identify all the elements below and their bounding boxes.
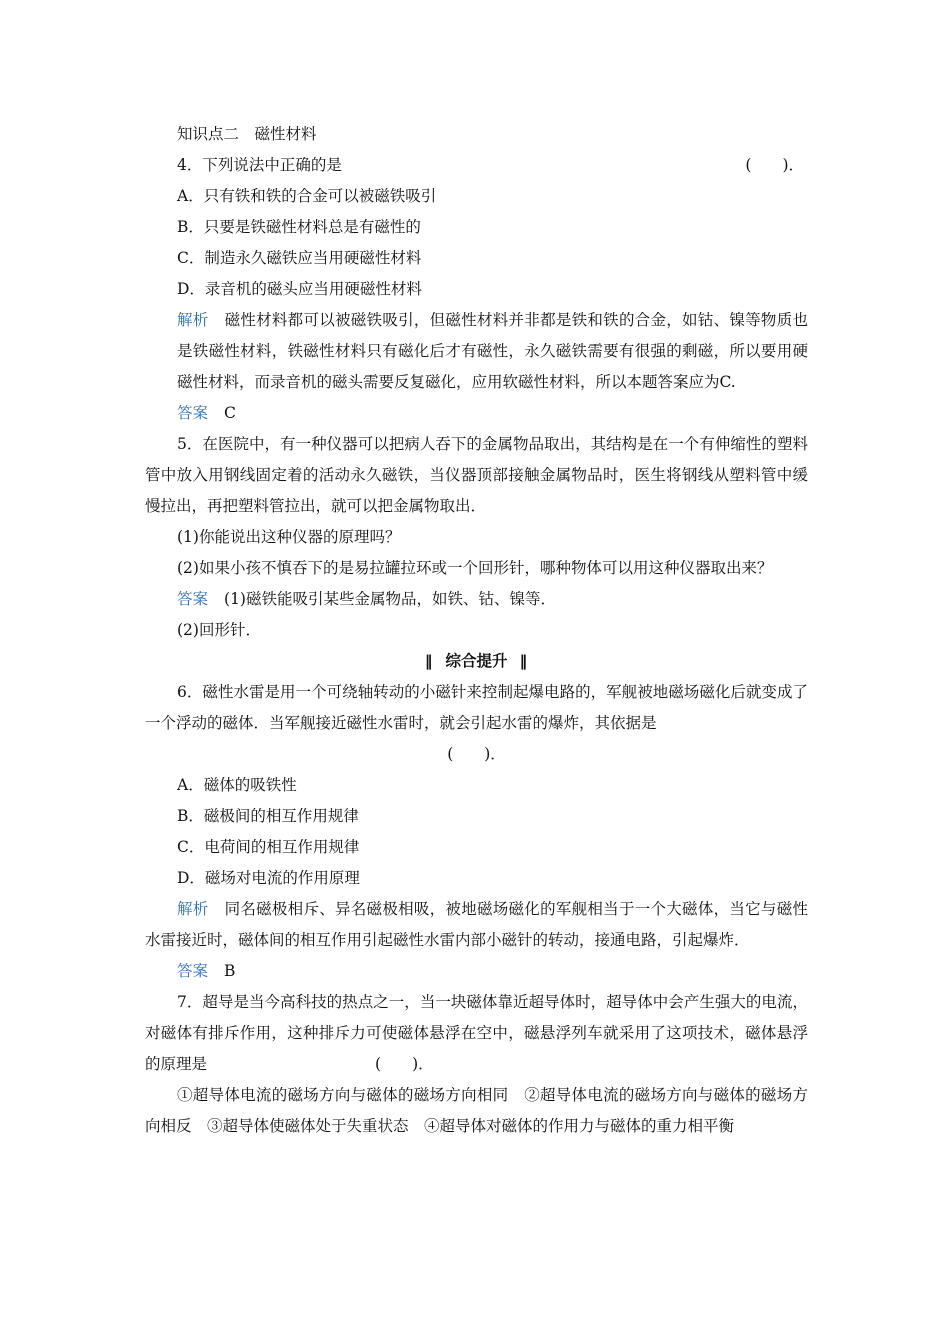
q6-option-b: B．磁极间的相互作用规律 <box>177 807 359 825</box>
q6-answer-label: 答案 <box>177 962 209 980</box>
q4-stem: 4．下列说法中正确的是 <box>177 156 342 174</box>
q7-stem-text: 7．超导是当今高科技的热点之一，当一块磁体靠近超导体时，超导体中会产生强大的电流，对磁体有排斥作用，这种排斥力可使磁体悬浮在空中，磁悬浮列车就采用了这项技术，磁体悬浮的原理是 <box>145 993 808 1073</box>
q6-analysis-label: 解析 <box>177 900 209 918</box>
section-heading: 知识点二 磁性材料 <box>177 125 317 143</box>
q6-option-c: C．电荷间的相互作用规律 <box>177 838 360 856</box>
q4-analysis <box>145 305 808 398</box>
q6-option-d: D．磁场对电流的作用原理 <box>177 869 360 887</box>
q5-sub1: (1)你能说出这种仪器的原理吗？ <box>177 528 401 546</box>
q6-analysis-text: 同名磁极相斥、异名磁极相吸，被地磁场磁化的军舰相当于一个大磁体，当它与磁性水雷接近时，磁体间的相互作用引起磁性水雷内部小磁针的转动，接通电路，引起爆炸． <box>145 900 808 949</box>
q6-option-a: A．磁体的吸铁性 <box>177 776 297 794</box>
section-banner <box>145 646 808 677</box>
document-page <box>145 119 808 1142</box>
q6-answer-value: B <box>224 962 236 980</box>
q4-option-b: B．只要是铁磁性材料总是有磁性的 <box>177 218 421 236</box>
section-bar-left: ‖ <box>424 652 434 670</box>
q6-answer <box>145 956 808 987</box>
q5-answer <box>145 584 808 615</box>
q6-analysis <box>145 894 808 956</box>
section-title: 综合提升 <box>445 652 508 670</box>
q7-statements: ①超导体电流的磁场方向与磁体的磁场方向相同 ②超导体电流的磁场方向与磁体的磁场方向相反 ③超导体使磁体处于失重状态 ④超导体对磁体的作用力与磁体的重力相平衡 <box>145 1086 808 1135</box>
q6-bracket: ( )． <box>447 745 506 763</box>
q4-option-d: D．录音机的磁头应当用硬磁性材料 <box>177 280 422 298</box>
q5-stem: 5．在医院中，有一种仪器可以把病人吞下的金属物品取出，其结构是在一个有伸缩性的塑料管中放入用钢线固定着的活动永久磁铁，当仪器顶部接触金属物品时，医生将钢线从塑料管中缓慢拉出，再把塑料管拉出，就可以把金属物取出． <box>145 435 808 515</box>
q4-analysis-label: 解析 <box>177 311 209 329</box>
q4-analysis-text: 磁性材料都可以被磁铁吸引，但磁性材料并非都是铁和铁的合金，如钴、镍等物质也是铁磁性材料，铁磁性材料只有磁化后才有磁性，永久磁铁需要有很强的剩磁，所以要用硬磁性材料，而录音机的磁头需要反复磁化，应用软磁性材料，所以本题答案应为C. <box>177 311 808 391</box>
q4-answer <box>145 398 808 429</box>
q4-answer-value: C <box>224 404 236 422</box>
q5-sub2: (2)如果小孩不慎吞下的是易拉罐拉环或一个回形针，哪种物体可以用这种仪器取出来？ <box>177 559 773 577</box>
q4-bracket: ( )． <box>745 156 804 174</box>
q5-answer-2: (2)回形针． <box>177 621 261 639</box>
q7-stem <box>145 987 808 1080</box>
q4-option-a: A．只有铁和铁的合金可以被磁铁吸引 <box>177 187 437 205</box>
section-bar-right: ‖ <box>519 652 529 670</box>
q6-stem: 6．磁性水雷是用一个可绕轴转动的小磁针来控制起爆电路的，军舰被地磁场磁化后就变成了一个浮动的磁体．当军舰接近磁性水雷时，就会引起水雷的爆炸，其依据是 <box>145 683 808 732</box>
q5-answer-1: (1)磁铁能吸引某些金属物品，如铁、钴、镍等． <box>224 590 556 608</box>
q4-option-c: C．制造永久磁铁应当用硬磁性材料 <box>177 249 422 267</box>
q4-stem-row <box>145 150 808 181</box>
q4-answer-label: 答案 <box>177 404 209 422</box>
q5-answer-label: 答案 <box>177 590 209 608</box>
q7-bracket: ( )． <box>375 1055 434 1073</box>
